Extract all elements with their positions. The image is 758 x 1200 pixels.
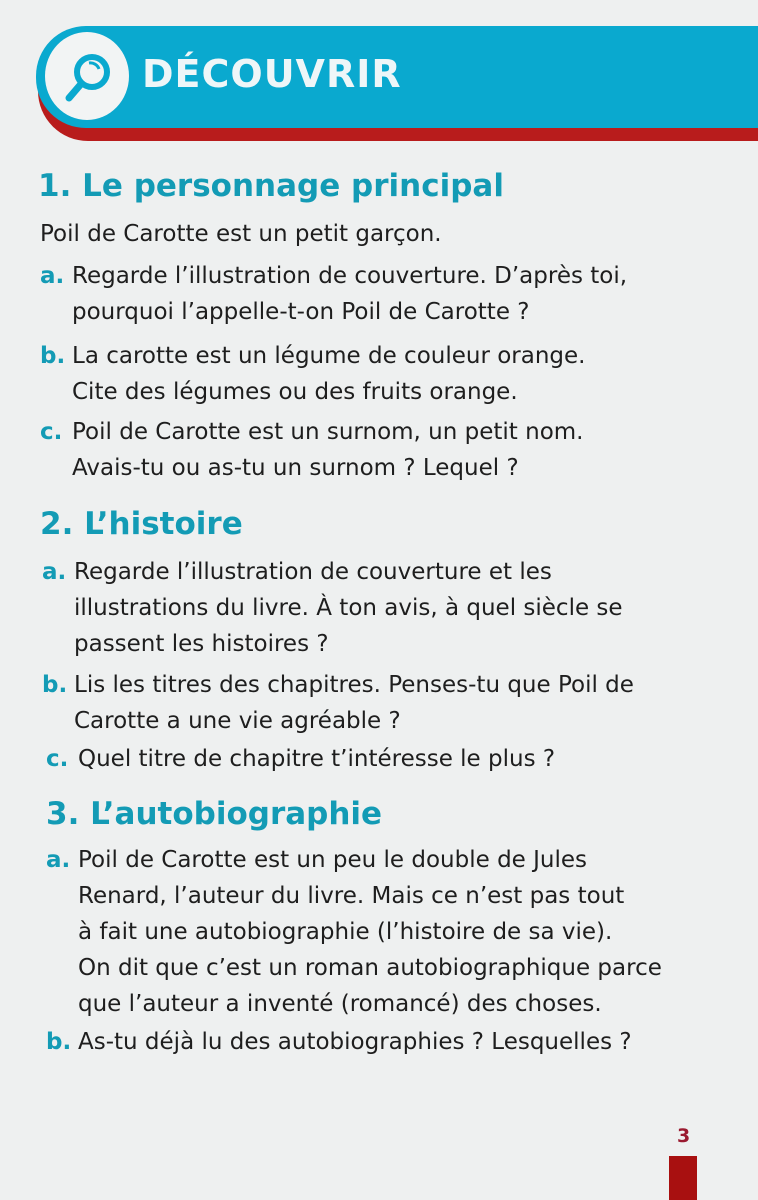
question-item [46, 1024, 632, 1060]
question-text-line: pourquoi l’appelle-t-on Poil de Carotte ? [72, 299, 530, 325]
banner-title: DÉCOUVRIR [142, 52, 402, 96]
question-item [46, 741, 555, 777]
question-item [42, 554, 623, 662]
question-letter: b. [40, 343, 66, 369]
question-item [46, 842, 662, 1022]
question-text-line: Carotte a une vie agréable ? [74, 708, 401, 734]
question-text-line: à fait une autobiographie (l’histoire de sa vie). [78, 919, 613, 945]
question-letter: b. [46, 1029, 72, 1055]
question-letter: c. [40, 419, 63, 445]
question-text-line: Lis les titres des chapitres. Penses-tu que Poil de [74, 672, 634, 698]
section-heading: 2. L’histoire [40, 506, 243, 542]
question-text-line: illustrations du livre. À ton avis, à quel siècle se [74, 595, 623, 621]
question-text-line: On dit que c’est un roman autobiographique parce [78, 955, 662, 981]
question-text-line: As-tu déjà lu des autobiographies ? Lesquelles ? [78, 1029, 632, 1055]
question-letter: a. [40, 263, 65, 289]
question-letter: c. [46, 746, 69, 772]
question-text-line: passent les histoires ? [74, 631, 329, 657]
question-item [40, 258, 627, 330]
question-text-line: Regarde l’illustration de couverture et les [74, 559, 552, 585]
question-item [40, 338, 586, 410]
magnifier-icon [45, 32, 129, 120]
question-letter: a. [46, 847, 71, 873]
section-heading: 1. Le personnage principal [38, 168, 504, 204]
question-item [40, 414, 583, 486]
section-intro: Poil de Carotte est un petit garçon. [40, 221, 442, 247]
question-text-line: Poil de Carotte est un peu le double de Jules [78, 847, 588, 873]
question-letter: b. [42, 672, 68, 698]
question-text-line: Cite des légumes ou des fruits orange. [72, 379, 518, 405]
question-text-line: que l’auteur a inventé (romancé) des choses. [78, 991, 602, 1017]
question-item [42, 667, 634, 739]
page-number: 3 [677, 1125, 691, 1147]
question-text-line: Poil de Carotte est un surnom, un petit nom. [72, 419, 584, 445]
question-text-line: Regarde l’illustration de couverture. D’après toi, [72, 263, 628, 289]
page-tab-marker [669, 1156, 697, 1200]
section-heading: 3. L’autobiographie [46, 796, 383, 832]
question-text-line: Avais-tu ou as-tu un surnom ? Lequel ? [72, 455, 519, 481]
question-text-line: Renard, l’auteur du livre. Mais ce n’est pas tout [78, 883, 625, 909]
question-text-line: La carotte est un légume de couleur orange. [72, 343, 586, 369]
question-letter: a. [42, 559, 67, 585]
question-text-line: Quel titre de chapitre t’intéresse le plus ? [78, 746, 556, 772]
